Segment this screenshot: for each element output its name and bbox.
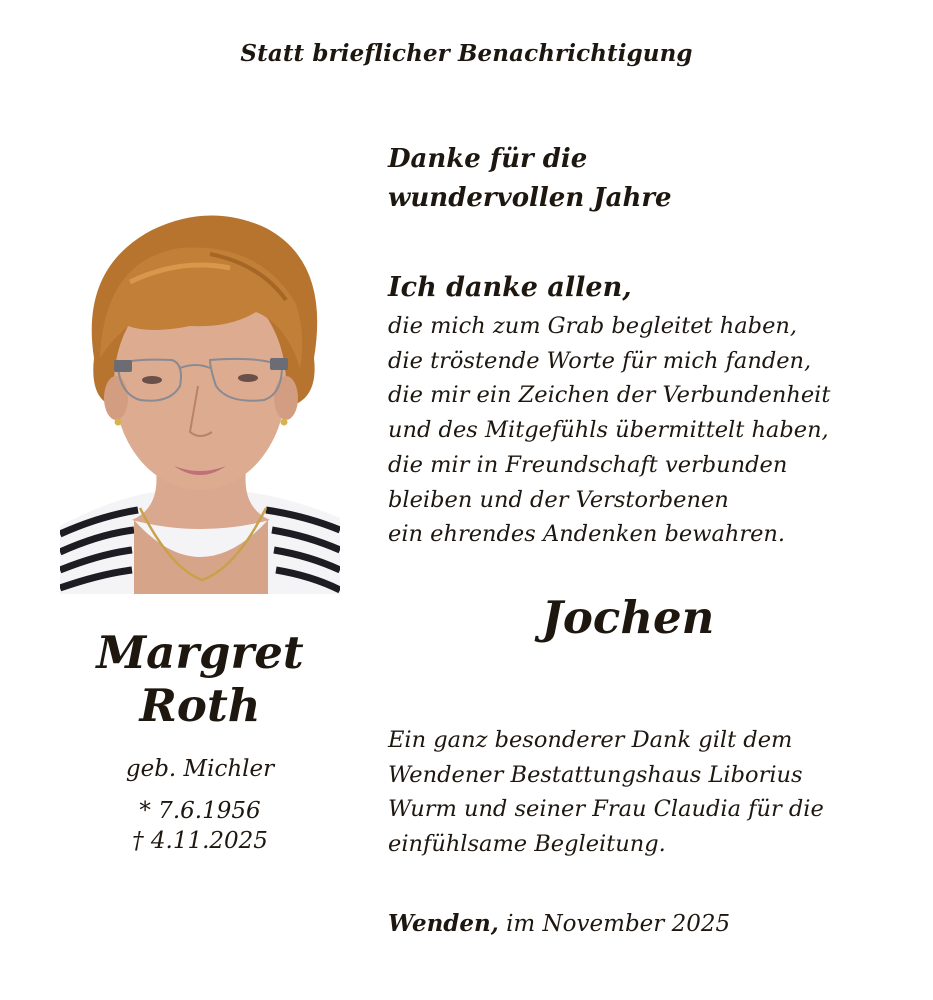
portrait-photo <box>60 208 340 594</box>
special-thanks-line: Ein ganz besonderer Dank gilt dem <box>388 727 793 753</box>
thanks-body-line: ein ehrendes Andenken bewahren. <box>388 521 786 548</box>
special-thanks-line: Wurm und seiner Frau Claudia für die <box>388 796 824 823</box>
thanks-body-line: die mir ein Zeichen der Verbundenheit <box>388 382 831 409</box>
place-name: Wenden, <box>388 910 499 937</box>
thanks-lead: Ich danke allen, <box>388 272 632 303</box>
closing-date: im November 2025 <box>506 911 731 937</box>
thanks-body-line: und des Mitgefühls übermittelt haben, <box>388 417 829 444</box>
thanks-title <box>388 140 908 218</box>
deceased-name <box>60 626 340 732</box>
thanks-body-line: bleiben und der Verstorbenen <box>388 486 729 513</box>
special-thanks <box>388 723 908 862</box>
thanks-body-line: die mich zum Grab begleitet haben, <box>388 313 798 339</box>
deceased-last-name: Roth <box>139 679 261 732</box>
thanks-body <box>388 309 908 552</box>
maiden-name: geb. Michler <box>125 756 275 782</box>
thanks-title-line: Danke für die <box>388 144 588 174</box>
notice-header: Statt brieflicher Benachrichtigung <box>240 40 693 67</box>
death-date: † 4.11.2025 <box>132 828 268 854</box>
thanks-title-line: wundervollen Jahre <box>388 183 672 213</box>
special-thanks-line: Wendener Bestattungshaus Liborius <box>388 761 803 788</box>
deceased-first-name: Margret <box>96 626 304 679</box>
thanks-body-line: die tröstende Worte für mich fanden, <box>388 347 812 374</box>
birth-date: * 7.6.1956 <box>139 798 261 824</box>
place-date-line <box>388 907 908 941</box>
thanks-body-line: die mir in Freundschaft verbunden <box>388 451 788 478</box>
life-dates <box>60 796 340 856</box>
special-thanks-line: einfühlsame Begleitung. <box>388 831 666 858</box>
signer-name: Jochen <box>541 591 715 644</box>
